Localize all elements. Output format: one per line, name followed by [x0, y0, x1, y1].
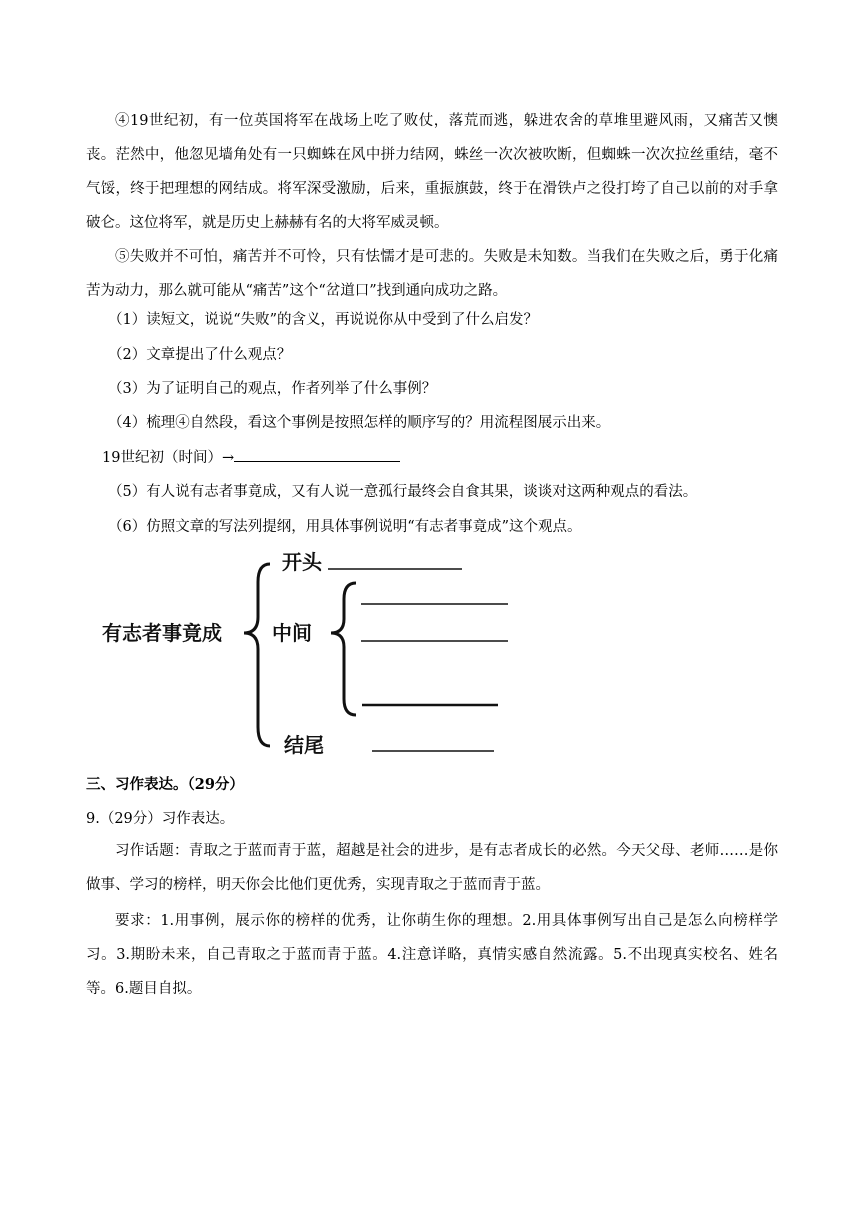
question-9-heading: 9.（29分）习作表达。 [86, 811, 235, 827]
passage-paragraph-5: ⑤失败并不可怕，痛苦并不可怜，只有怯懦才是可悲的。失败是未知数。当我们在失败之后，勇于化痛苦为动力，那么就可能从“痛苦”这个“岔道口”找到通向成功之路。 [86, 249, 778, 299]
question-5: （5）有人说有志者事竟成，又有人说一意孤行最终会自食其果，谈谈对这两种观点的看法。 [108, 484, 698, 500]
passage-paragraph-4: ④19世纪初，有一位英国将军在战场上吃了败仗，落荒而逃，躲进农舍的草堆里避风雨，又痛苦又懊丧。茫然中，他忽见墙角处有一只蜘蛛在风中拼力结网，蛛丝一次次被吹断，但蜘蛛一次次拉丝重结，毫不气馁，终于把理想的网结成。将军深受激励，后来，重振旗鼓，终于在滑铁卢之役打垮了自己以前的对手拿破仑。这位将军，就是历史上赫赫有名的大将军威灵顿。 [86, 113, 778, 231]
inner-brace [331, 583, 356, 715]
question-1: （1）读短文，说说“失败”的含义，再说说你从中受到了什么启发？ [108, 312, 539, 328]
writing-requirements: 要求：1.用事例，展示你的榜样的优秀，让你萌生你的理想。2.用具体事例写出自己是怎么向榜样学习。3.期盼未来，自己青取之于蓝而青于蓝。4.注意详略，真情实感自然流露。5.不出现真实校名、姓名等。6.题目自拟。 [86, 913, 778, 997]
question-4: （4）梳理④自然段，看这个事例是按照怎样的顺序写的？用流程图展示出来。 [108, 415, 611, 431]
diagram-opening-label: 开头 [282, 550, 322, 574]
section-3-title: 三、习作表达。（29分） [86, 776, 244, 793]
flow-start-label: 19世纪初（时间）→ [102, 450, 235, 466]
writing-topic: 习作话题：青取之于蓝而青于蓝，超越是社会的进步，是有志者成长的必然。今天父母、老师……是你做事、学习的榜样，明天你会比他们更优秀，实现青取之于蓝而青于蓝。 [86, 843, 778, 893]
question-2: （2）文章提出了什么观点？ [108, 347, 292, 363]
flow-chart-line [102, 446, 400, 470]
outer-brace [244, 564, 270, 746]
diagram-ending-label: 结尾 [284, 733, 324, 757]
question-3: （3）为了证明自己的观点，作者列举了什么事例？ [108, 381, 437, 397]
outline-diagram [98, 547, 518, 762]
flow-answer-blank[interactable] [234, 447, 400, 462]
diagram-root-label: 有志者事竟成 [102, 621, 222, 645]
question-6: （6）仿照文章的写法列提纲，用具体事例说明“有志者事竟成”这个观点。 [108, 519, 582, 535]
diagram-middle-label: 中间 [272, 621, 312, 645]
